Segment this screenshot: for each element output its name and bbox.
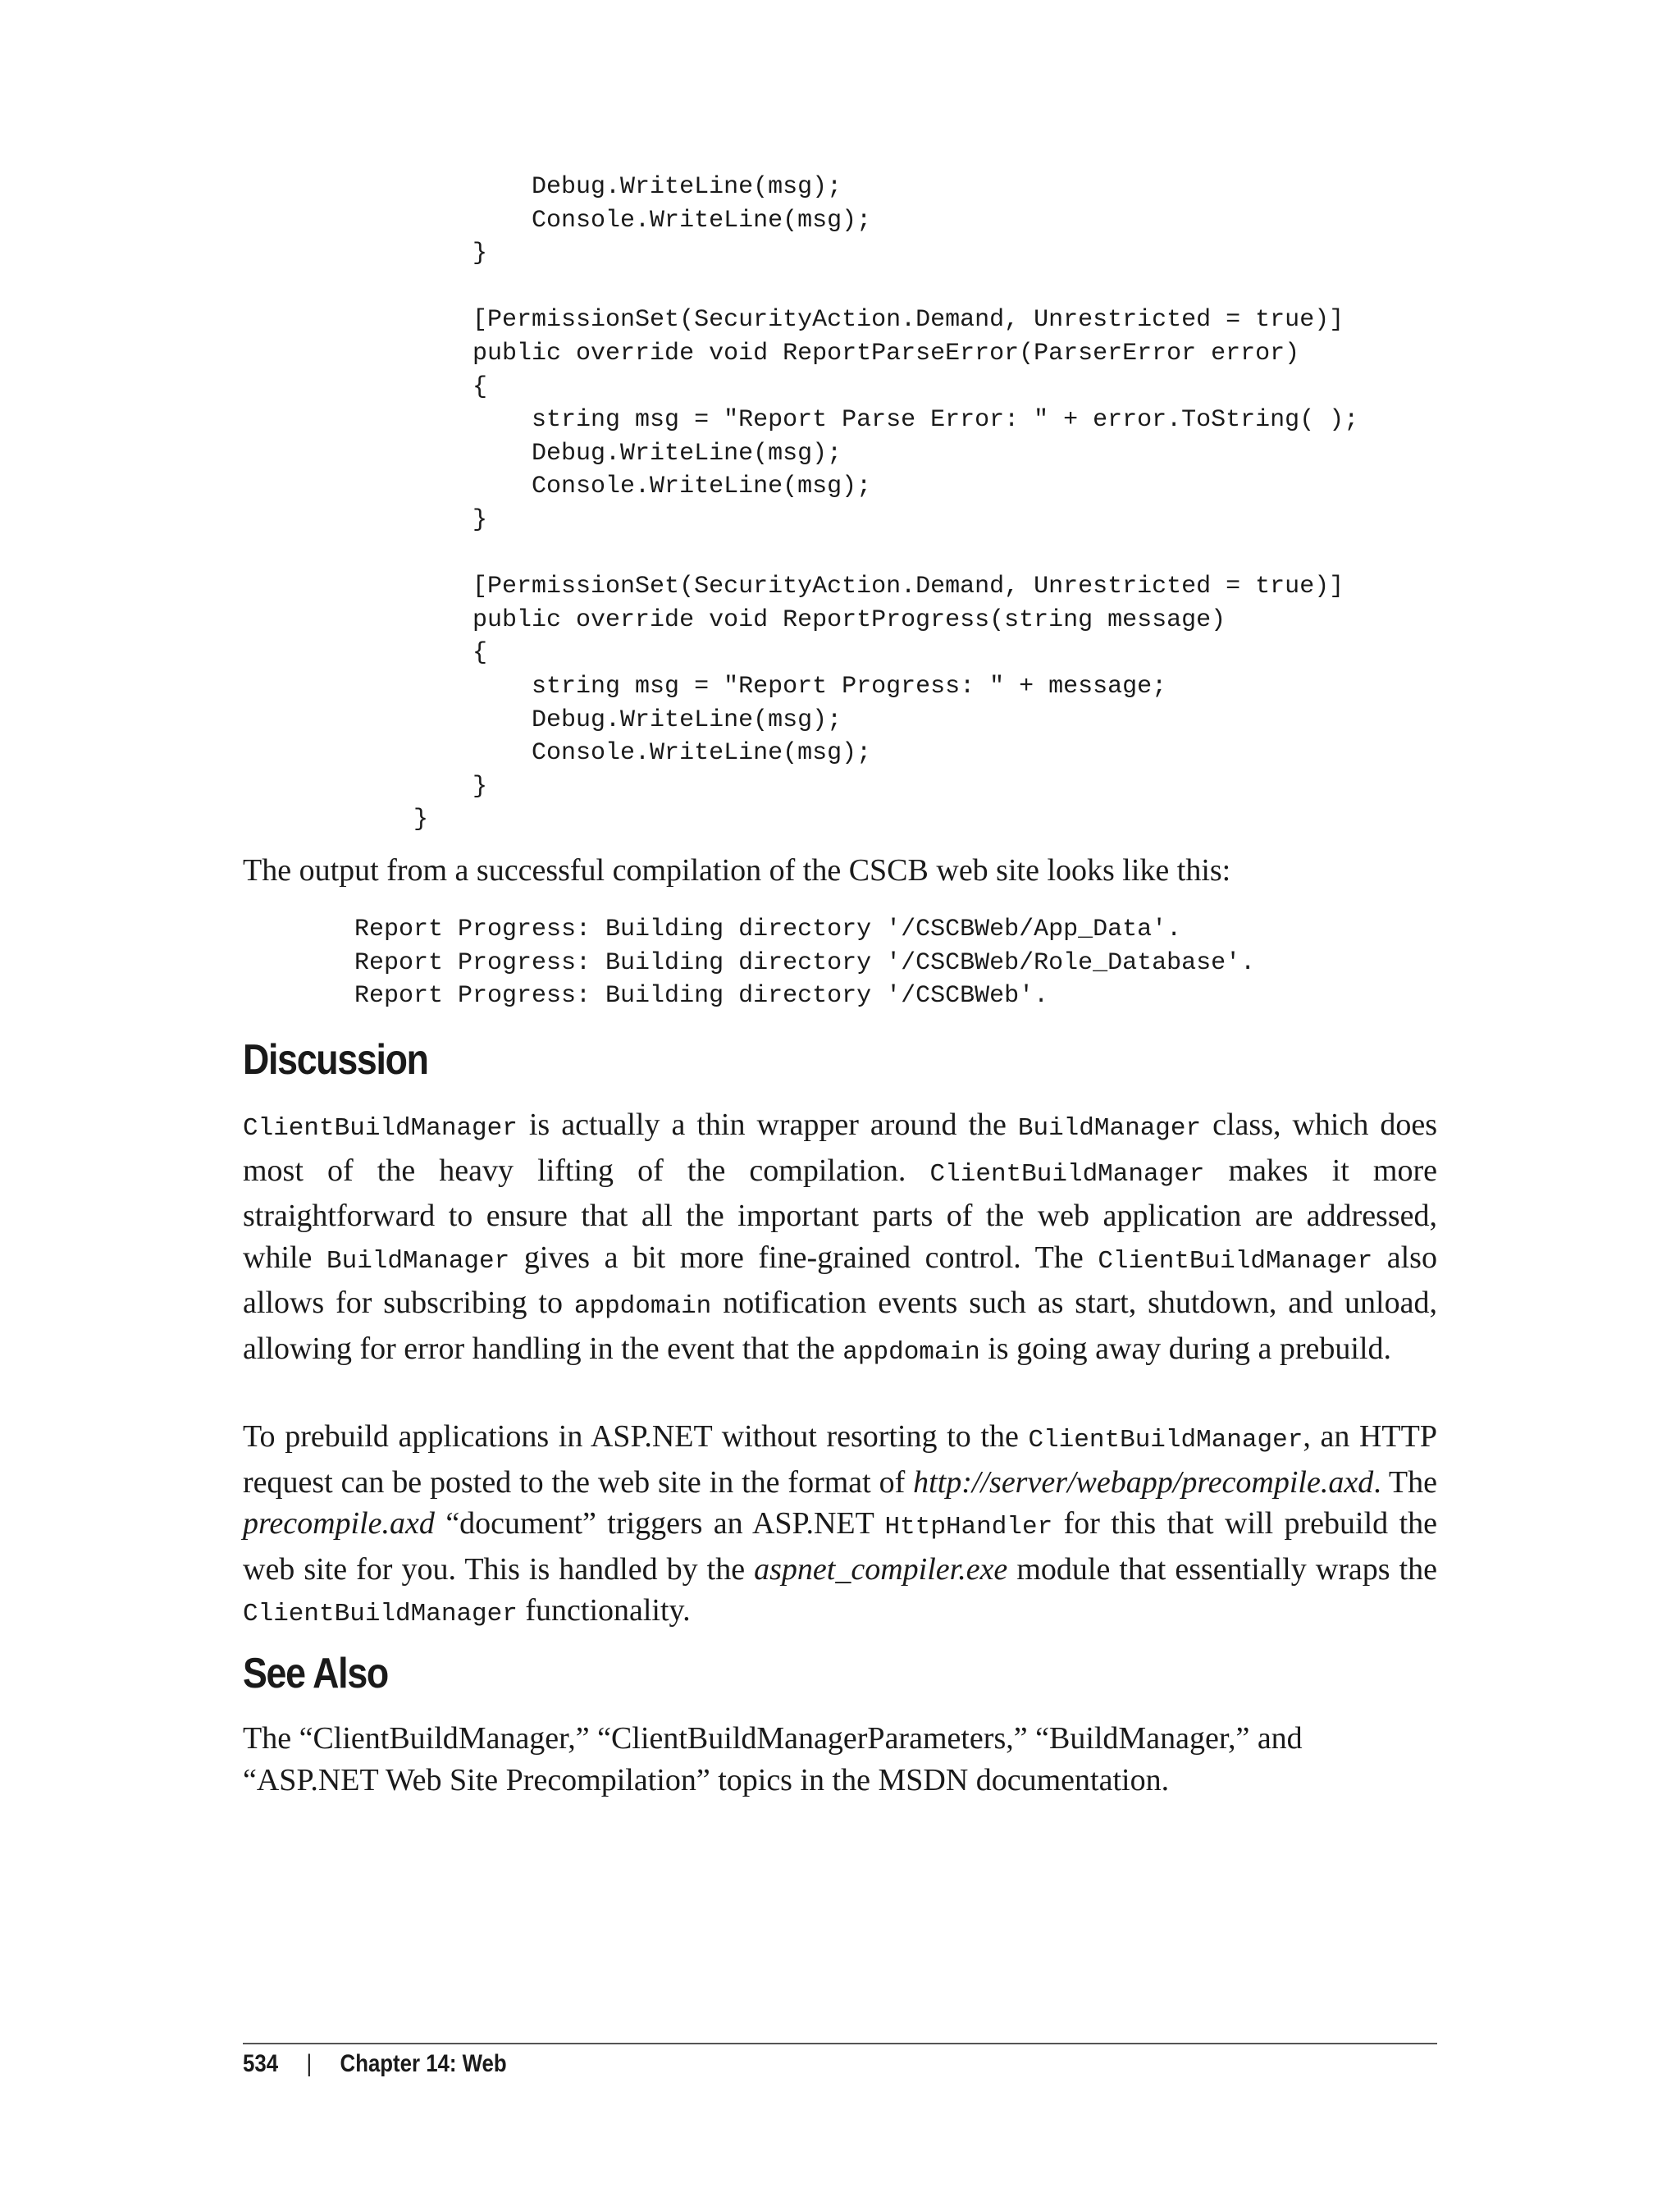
inline-code: ClientBuildManager (243, 1600, 518, 1628)
body-text: , an HTTP request can be posted to the web site in the format of (243, 1419, 1437, 1500)
filename-text: aspnet_compiler.exe (754, 1551, 1008, 1587)
body-text: makes it more straightforward to ensure that all the important parts of the web application are addressed, while (243, 1153, 1437, 1275)
body-text: . The (1373, 1464, 1437, 1500)
chapter-title: Chapter 14: Web (340, 2050, 507, 2077)
see-also-heading: See Also (243, 1650, 388, 1697)
inline-code: ClientBuildManager (1028, 1426, 1303, 1455)
inline-code: appdomain (573, 1292, 712, 1321)
url-text: http://server/webapp/precompile.axd (913, 1464, 1374, 1500)
body-text: is going away during a prebuild. (979, 1331, 1392, 1366)
body-text: is actually a thin wrapper around the (517, 1108, 1018, 1142)
footer-separator: | (306, 2050, 313, 2077)
body-text: notification events such as start, shutdown, and unload, allowing for error handling in the event that the (243, 1286, 1437, 1366)
see-also-paragraph: The “ClientBuildManager,” “ClientBuildManagerParameters,” “BuildManager,” and “ASP.NET Web Site Precompilation” topics in the MSDN documentation. (243, 1721, 1303, 1797)
body-text: To prebuild applications in ASP.NET without resorting to the (243, 1419, 1029, 1454)
inline-code: BuildManager (1017, 1114, 1202, 1143)
body-text: gives a bit more fine-grained control. The (509, 1240, 1098, 1275)
inline-code: ClientBuildManager (243, 1114, 518, 1143)
intro-paragraph: The output from a successful compilation of the CSCB web site looks like this: (243, 853, 1231, 888)
discussion-paragraph-2 (243, 1416, 1437, 1636)
inline-code: appdomain (842, 1337, 980, 1367)
filename-text: precompile.axd (243, 1506, 435, 1541)
inline-code: BuildManager (326, 1246, 510, 1276)
body-text: for this that will prebuild the web site for you. This is handled by the (243, 1506, 1437, 1587)
discussion-paragraph-1 (243, 1104, 1437, 1373)
body-text: also allows for subscribing to (243, 1240, 1437, 1320)
code-listing: Debug.WriteLine(msg); Console.WriteLine(msg); } [PermissionSet(SecurityAction.Demand, Unrestricted = true)] public override void ReportParseError(ParserError error) { string msg = "Report Parse Error: " + error.ToString( ); Debug.WriteLine(msg); Console.WriteLine(msg); } [PermissionSet(SecurityAction.Demand, Unrestricted = true)] public override void ReportProgress(string message) { string msg = "Report Progress: " + message; Debug.WriteLine(msg); Console.WriteLine(msg); } } (413, 173, 1359, 834)
footer-divider (243, 2043, 1437, 2044)
inline-code: ClientBuildManager (1098, 1246, 1373, 1276)
body-text: class, which does most of the heavy lifting of the compilation. (243, 1108, 1438, 1188)
discussion-heading: Discussion (243, 1036, 428, 1084)
compilation-output-listing: Report Progress: Building directory '/CSCBWeb/App_Data'. Report Progress: Building directory '/CSCBWeb/Role_Database'. Report Progress: Building directory '/CSCBWeb'. (354, 916, 1256, 1011)
page-number: 534 (243, 2050, 279, 2077)
inline-code: HttpHandler (884, 1513, 1053, 1541)
body-text: “document” triggers an ASP.NET (434, 1506, 885, 1541)
page-footer (243, 2048, 507, 2080)
body-text: functionality. (517, 1593, 691, 1628)
inline-code: ClientBuildManager (929, 1159, 1205, 1189)
body-text: module that essentially wraps the (1007, 1551, 1437, 1587)
